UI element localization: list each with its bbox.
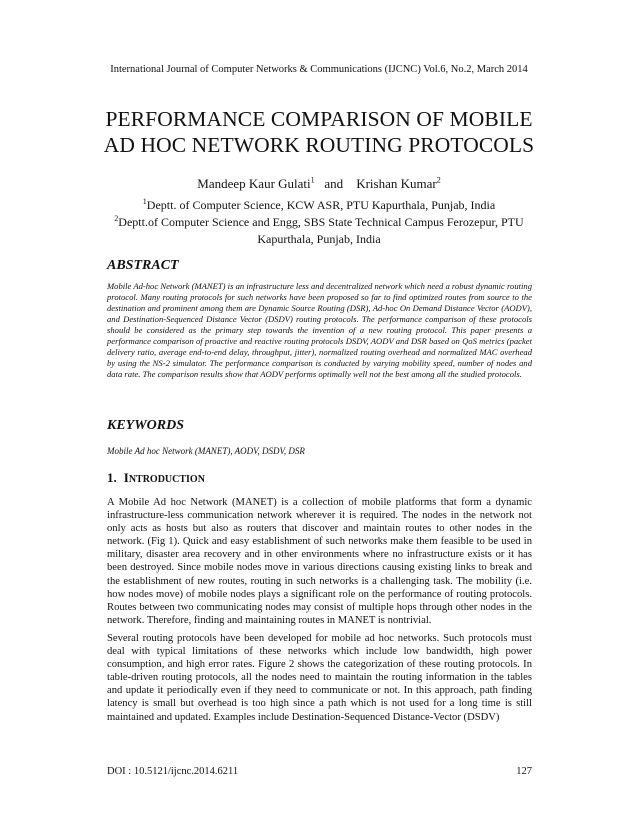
- doi-text: DOI : 10.5121/ijcnc.2014.6211: [107, 766, 239, 777]
- affiliation-1-sup: 1: [142, 197, 147, 206]
- author-1-name: Mandeep Kaur Gulati: [197, 176, 311, 191]
- affiliations: [60, 197, 578, 248]
- author-line: [0, 176, 638, 192]
- abstract-text: Mobile Ad-hoc Network (MANET) is an infrastructure less and decentralized network which need a robust dynamic routing protocol. Many routing protocols for such networks have been proposed so far to find optimized routes from source to the destination and prominent among them are Dynamic Source Routing (DSR), Ad-hoc On Demand Distance Vector (AODV), and Destination-Sequenced Distance Vector (DSDV) routing protocols. The performance comparison of these protocols should be considered as the primary step towards the invention of a new routing protocol. This paper presents a performance comparison of proactive and reactive routing protocols DSDV, AODV and DSR based on QoS metrics (packet delivery ratio, average end-to-end delay, throughput, jitter), normalized routing overhead and normalized MAC overhead by using the NS-2 simulator. The performance comparison is conducted by varying mobility speed, number of nodes and data rate. The comparison results show that AODV performs optimally well not the best among all the studied protocols.: [107, 281, 532, 380]
- author-2-sup: 2: [436, 175, 441, 185]
- section-initial: I: [123, 470, 129, 485]
- paper-title: [60, 106, 578, 158]
- affiliation-2: [60, 214, 578, 231]
- title-line-2: AD HOC NETWORK ROUTING PROTOCOLS: [103, 133, 535, 157]
- abstract-heading: ABSTRACT: [107, 258, 179, 273]
- affiliation-2-text: Deptt.of Computer Science and Engg, SBS State Technical Campus Ferozepur, PTU: [118, 215, 524, 229]
- section-number: 1.: [107, 470, 117, 485]
- keywords-text: Mobile Ad hoc Network (MANET), AODV, DSDV, DSR: [107, 446, 305, 456]
- author-and: and: [324, 176, 344, 191]
- author-2-name: Krishan Kumar: [356, 176, 437, 191]
- title-line-1: PERFORMANCE COMPARISON OF MOBILE: [105, 107, 533, 131]
- author-1-sup: 1: [310, 175, 315, 185]
- journal-header: International Journal of Computer Networks & Communications (IJCNC) Vol.6, No.2, March 2014: [110, 64, 528, 75]
- intro-paragraph-1: A Mobile Ad hoc Network (MANET) is a collection of mobile platforms that form a dynamic infrastructure-less communication network wherever it is required. The nodes in the network not only acts as hosts but also as routers that discover and maintain routes to other nodes in the network. (Fig 1). Quick and easy establishment of such networks make them feasible to be used in military, disaster area recovery and in other environments where no infrastructure exists or it has been destroyed. Since mobile nodes move in various directions causing existing links to break and the establishment of new routes, routing in such networks is a challenging task. The mobility (i.e. how nodes move) of mobile nodes plays a significant role on the performance of routing protocols. Routes between two communicating nodes may consist of multiple hops through other nodes in the network. Therefore, finding and maintaining routes in MANET is nontrivial.: [107, 497, 532, 626]
- affiliation-2-cont: Kapurthala, Punjab, India: [257, 232, 381, 246]
- affiliation-1-text: Deptt. of Computer Science, KCW ASR, PTU Kapurthala, Punjab, India: [146, 198, 496, 212]
- keywords-heading: KEYWORDS: [107, 418, 185, 433]
- intro-paragraph-2: Several routing protocols have been developed for mobile ad hoc networks. Such protocols must deal with typical limitations of these networks which include low bandwidth, high power consumption, and high error rates. Figure 2 shows the categorization of these routing protocols. In table-driven routing protocols, all the nodes need to maintain the routing information in the tables and update it periodically even if they need to communicate or not. In this approach, path finding latency is small but overhead is too high since a path which is not used for a long time is still maintained and updated. Examples include Destination-Sequenced Distance-Vector (DSDV): [107, 633, 532, 723]
- affiliation-1: [60, 197, 578, 214]
- introduction-heading: [107, 470, 205, 486]
- page-number: 127: [516, 766, 532, 777]
- affiliation-2-sup: 2: [114, 214, 119, 223]
- section-title-rest: NTRODUCTION: [128, 474, 205, 485]
